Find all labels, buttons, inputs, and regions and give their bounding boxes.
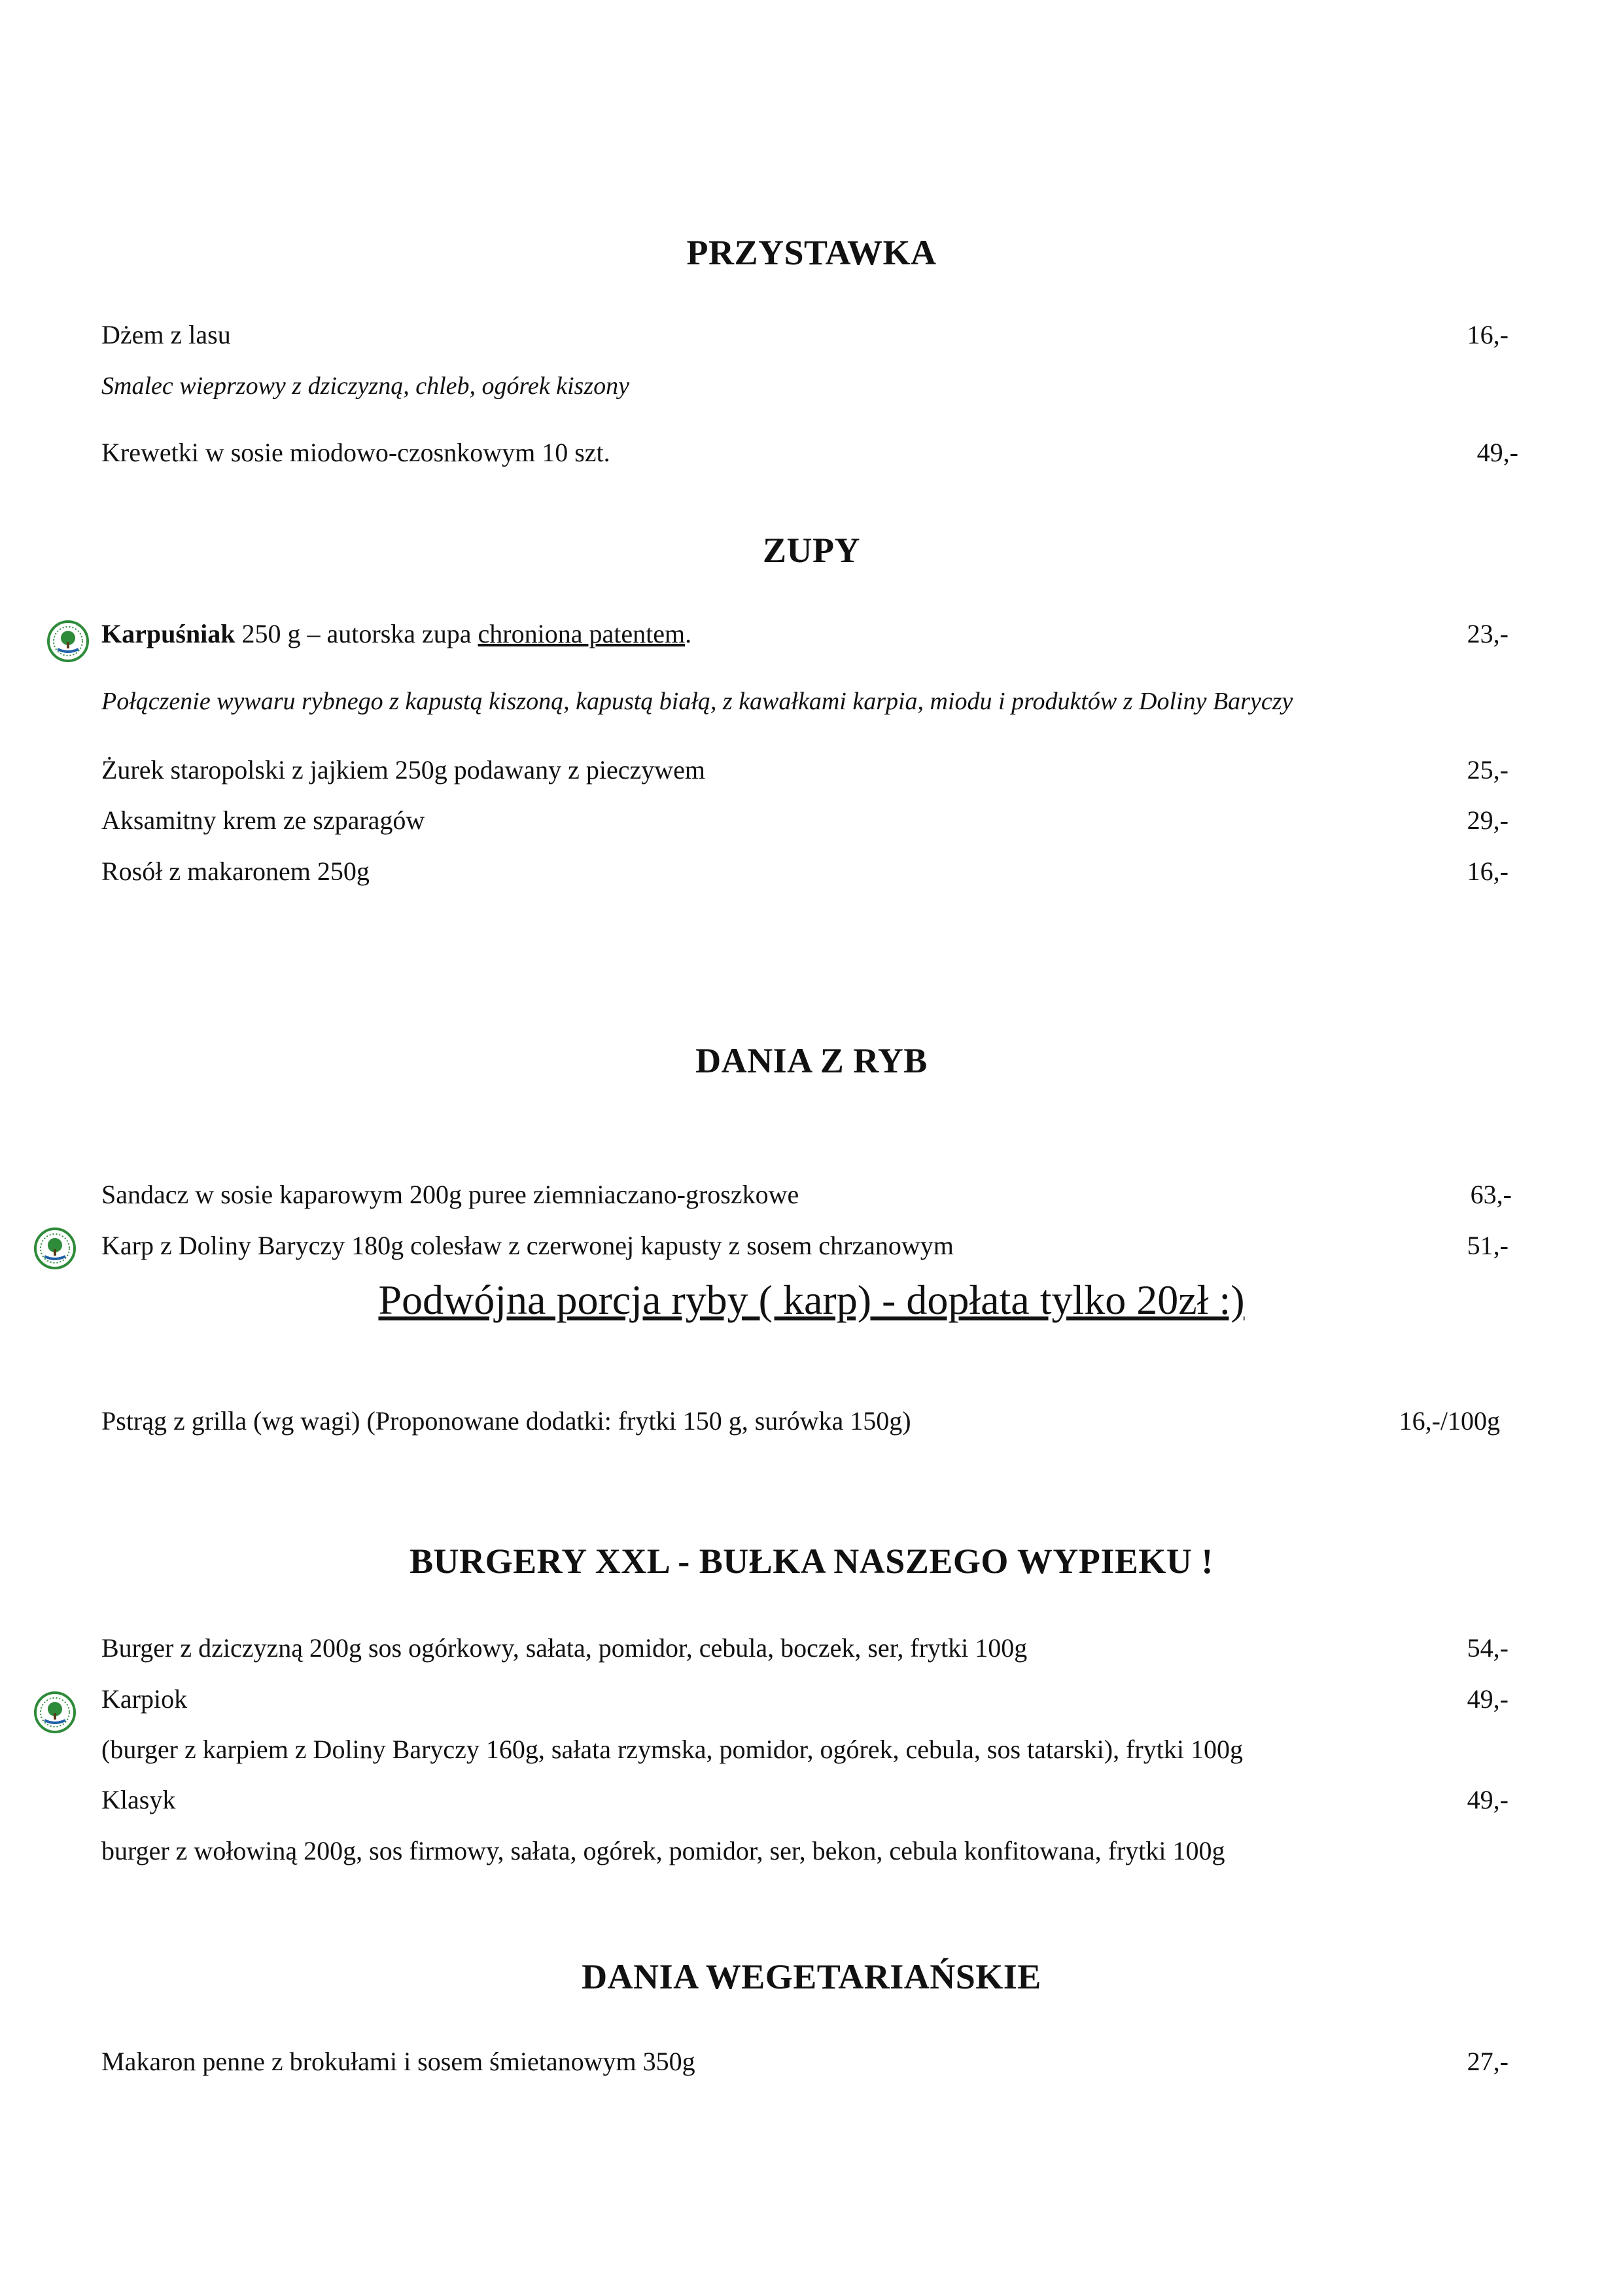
menu-item-price: 49,-	[1467, 1684, 1509, 1714]
menu-item-price: 49,-	[1476, 438, 1518, 467]
menu-item-name: Pstrąg z grilla (wg wagi) (Proponowane dodatki: frytki 150 g, surówka 150g)	[101, 1406, 911, 1436]
menu-item-price: 25,-	[1467, 755, 1509, 785]
menu-item-name-bold: Karpuśniak	[101, 619, 236, 648]
menu-item-name-rest: 250 g – autorska zupa	[235, 619, 478, 648]
menu-item-name: Sandacz w sosie kaparowym 200g puree ziemniaczano-groszkowe	[101, 1180, 799, 1209]
menu-item-name: Klasyk	[101, 1785, 176, 1814]
menu-item-price: 16,-	[1467, 320, 1509, 349]
menu-item-price: 51,-	[1467, 1231, 1509, 1260]
patent-text: chroniona patentem	[478, 619, 686, 648]
menu-item-price: 23,-	[1467, 619, 1509, 648]
menu-item-name: Karpiok	[101, 1684, 188, 1714]
menu-item-description: Połączenie wywaru rybnego z kapustą kiszoną, kapustą białą, z kawałkami karpia, miodu i produktów z Doliny Baryczy	[101, 688, 1293, 715]
menu-item-name-end: .	[685, 619, 692, 648]
menu-item-description: burger z wołowiną 200g, sos firmowy, sałata, ogórek, pomidor, ser, bekon, cebula konfitowana, frytki 100g	[101, 1836, 1225, 1865]
menu-item-price: 16,-/100g	[1399, 1406, 1500, 1436]
menu-item-price: 49,-	[1467, 1785, 1509, 1814]
section-heading-zupy: ZUPY	[763, 531, 860, 570]
menu-item-name: Rosół z makaronem 250g	[101, 857, 370, 886]
menu-item-description: Smalec wieprzowy z dziczyzną, chleb, ogórek kiszony	[101, 372, 629, 400]
dolina-baryczy-logo-icon	[47, 620, 89, 662]
menu-item-price: 29,-	[1467, 805, 1509, 835]
menu-item-name: Makaron penne z brokułami i sosem śmietanowym 350g	[101, 2047, 695, 2076]
dolina-baryczy-logo-icon	[34, 1691, 76, 1733]
menu-item-price: 27,-	[1467, 2047, 1509, 2076]
menu-item-name: Krewetki w sosie miodowo-czosnkowym 10 szt.	[101, 438, 610, 467]
menu-item-name: Żurek staropolski z jajkiem 250g podawany z pieczywem	[101, 755, 706, 785]
menu-item-karpusniak	[101, 618, 691, 649]
menu-item-price: 63,-	[1470, 1180, 1512, 1209]
menu-item-description: (burger z karpiem z Doliny Baryczy 160g, sałata rzymska, pomidor, ogórek, cebula, sos tatarski), frytki 100g	[101, 1735, 1243, 1764]
dolina-baryczy-logo-icon	[34, 1227, 76, 1269]
promo-double-portion: Podwójna porcja ryby ( karp) - dopłata tylko 20zł :)	[378, 1277, 1245, 1323]
section-heading-ryby: DANIA Z RYB	[695, 1041, 928, 1080]
section-heading-burgery: BURGERY XXL - BUŁKA NASZEGO WYPIEKU !	[410, 1542, 1213, 1581]
menu-item-name: Dżem z lasu	[101, 320, 231, 349]
menu-item-name: Aksamitny krem ze szparagów	[101, 805, 425, 835]
section-heading-wege: DANIA WEGETARIAŃSKIE	[582, 1957, 1041, 1996]
menu-item-name: Burger z dziczyzną 200g sos ogórkowy, sałata, pomidor, cebula, boczek, ser, frytki 100g	[101, 1633, 1028, 1663]
section-heading-przystawka: PRZYSTAWKA	[686, 233, 937, 272]
menu-item-name: Karp z Doliny Baryczy 180g colesław z czerwonej kapusty z sosem chrzanowym	[101, 1231, 954, 1260]
menu-item-price: 16,-	[1467, 857, 1509, 886]
menu-item-price: 54,-	[1467, 1633, 1509, 1663]
